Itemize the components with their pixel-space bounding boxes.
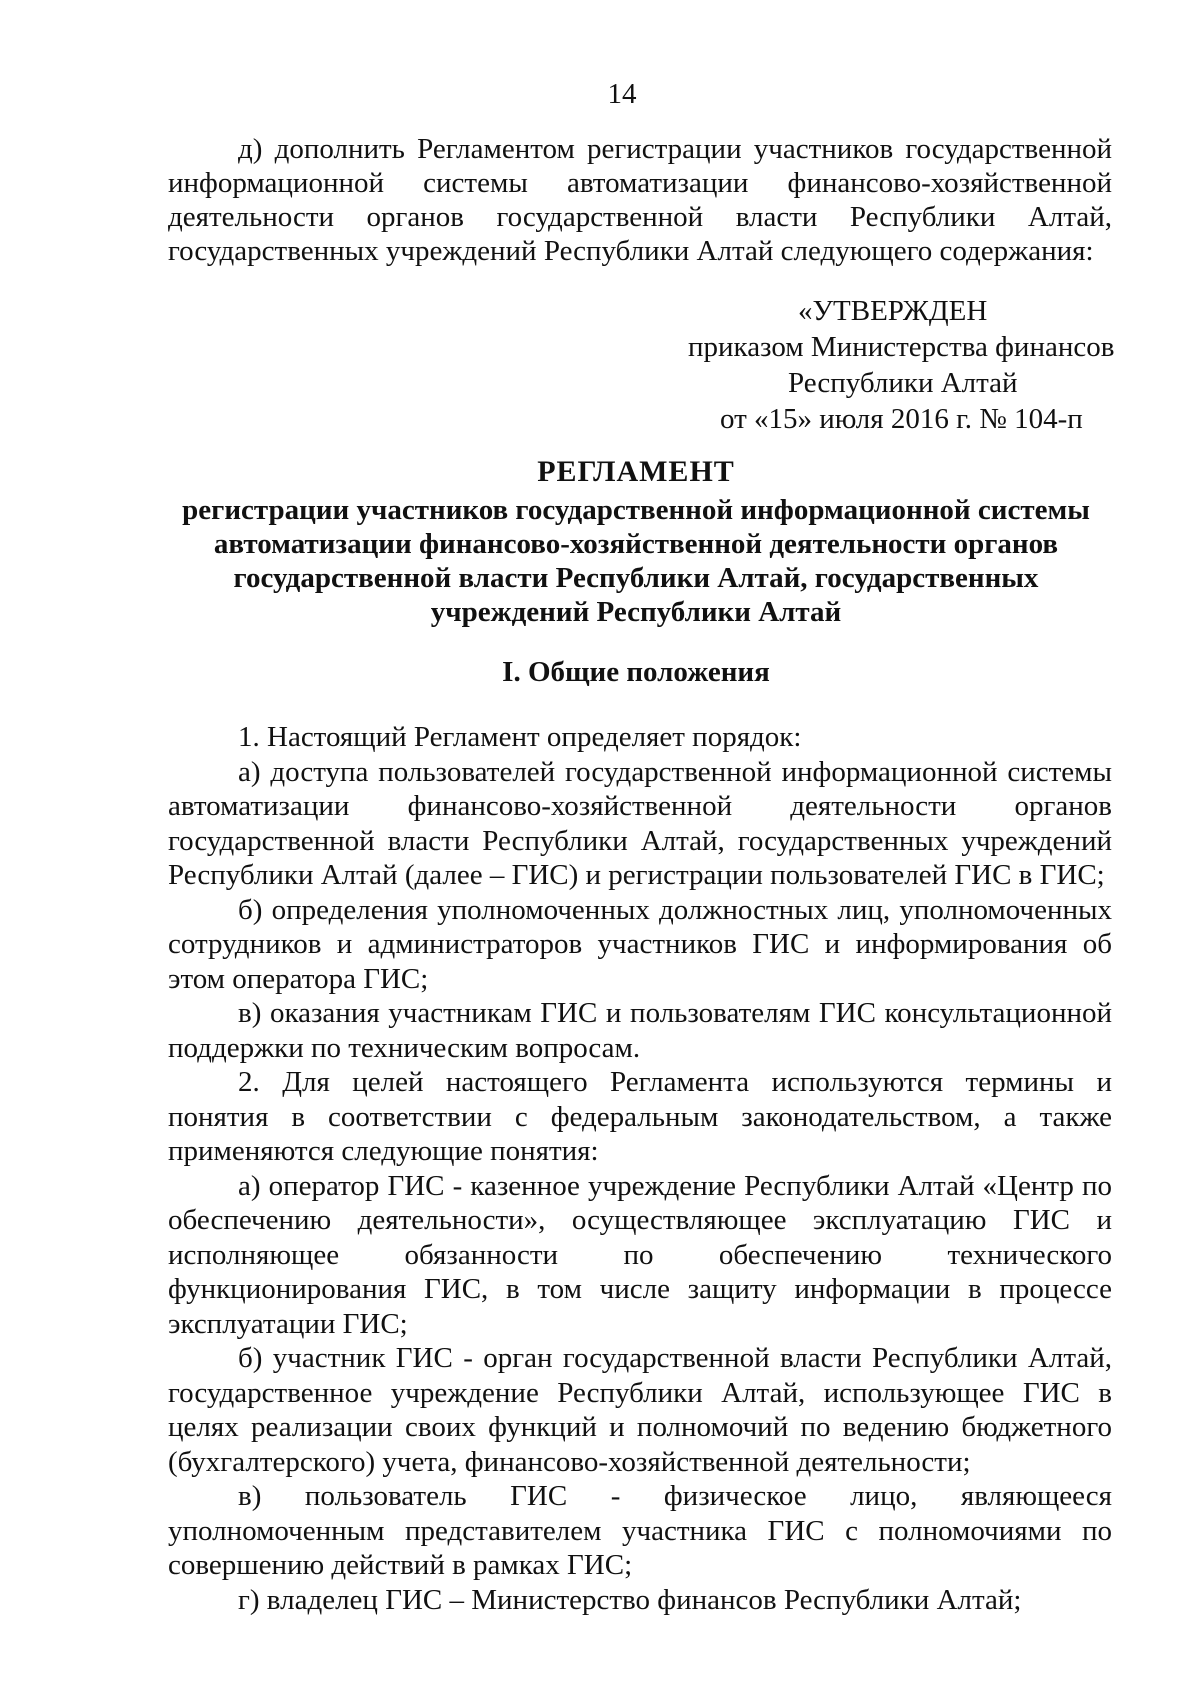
approval-line-1: «УТВЕРЖДЕН xyxy=(798,295,988,327)
approval-stamp xyxy=(168,293,1115,437)
title-line-4: учреждений Республики Алтай xyxy=(430,596,842,628)
paragraph: 1. Настоящий Регламент определяет порядок: xyxy=(238,721,802,753)
document-body xyxy=(168,720,1112,1617)
paragraph: г) владелец ГИС – Министерство финансов Республики Алтай; xyxy=(238,1583,1022,1616)
paragraph: в) пользователь ГИС - физическое лицо, являющееся уполномоченным представителем участника ГИС с полномочиями по совершению действий в рамках ГИС; xyxy=(168,1480,1112,1581)
paragraph: а) доступа пользователей государственной информационной системы автоматизации финансово-хозяйственной деятельности органов государственной власти Республики Алтай, государственных учреждений Республики Алтай (далее – ГИС) и регистрации пользователей ГИС в ГИС; xyxy=(168,755,1112,891)
paragraph: б) определения уполномоченных должностных лиц, уполномоченных сотрудников и администраторов участников ГИС и информирования об этом оператора ГИС; xyxy=(168,893,1112,995)
approval-line-4: от «15» июля 2016 г. № 104-п xyxy=(720,403,1083,435)
paragraph: б) участник ГИС - орган государственной власти Республики Алтай, государственное учреждение Республики Алтай, использующее ГИС в целях реализации своих функций и полномочий по ведению бюджетного (бухгалтерского) учета, финансово-хозяйственной деятельности; xyxy=(168,1342,1112,1478)
approval-line-2: приказом Министерства финансов xyxy=(688,331,1115,363)
paragraph: в) оказания участникам ГИС и пользователям ГИС консультационной поддержки по техническим вопросам. xyxy=(168,997,1112,1064)
approval-line-3: Республики Алтай xyxy=(788,367,1018,399)
intro-paragraph: д) дополнить Регламентом регистрации участников государственной информационной системы автоматизации финансово-хозяйственной деятельности органов государственной власти Республики Алтай, государственных учреждений Республики Алтай следующего содержания: xyxy=(168,133,1112,267)
title-main: РЕГЛАМЕНТ xyxy=(537,455,735,488)
paragraph: а) оператор ГИС - казенное учреждение Республики Алтай «Центр по обеспечению деятельности», осуществляющее эксплуатацию ГИС и исполняющее обязанности по обеспечению технического функционирования ГИС, в том числе защиту информации в процессе эксплуатации ГИС; xyxy=(168,1169,1112,1340)
title-line-1: регистрации участников государственной информационной системы xyxy=(182,494,1090,526)
document-title xyxy=(164,455,1108,629)
paragraph: 2. Для целей настоящего Регламента используются термины и понятия в соответствии с федеральным законодательством, а также применяются следующие понятия: xyxy=(168,1066,1112,1167)
section-heading: I. Общие положения xyxy=(502,656,770,688)
page-number: 14 xyxy=(607,78,637,110)
title-line-3: государственной власти Республики Алтай, государственных xyxy=(233,562,1039,594)
title-line-2: автоматизации финансово-хозяйственной деятельности органов xyxy=(213,528,1059,560)
